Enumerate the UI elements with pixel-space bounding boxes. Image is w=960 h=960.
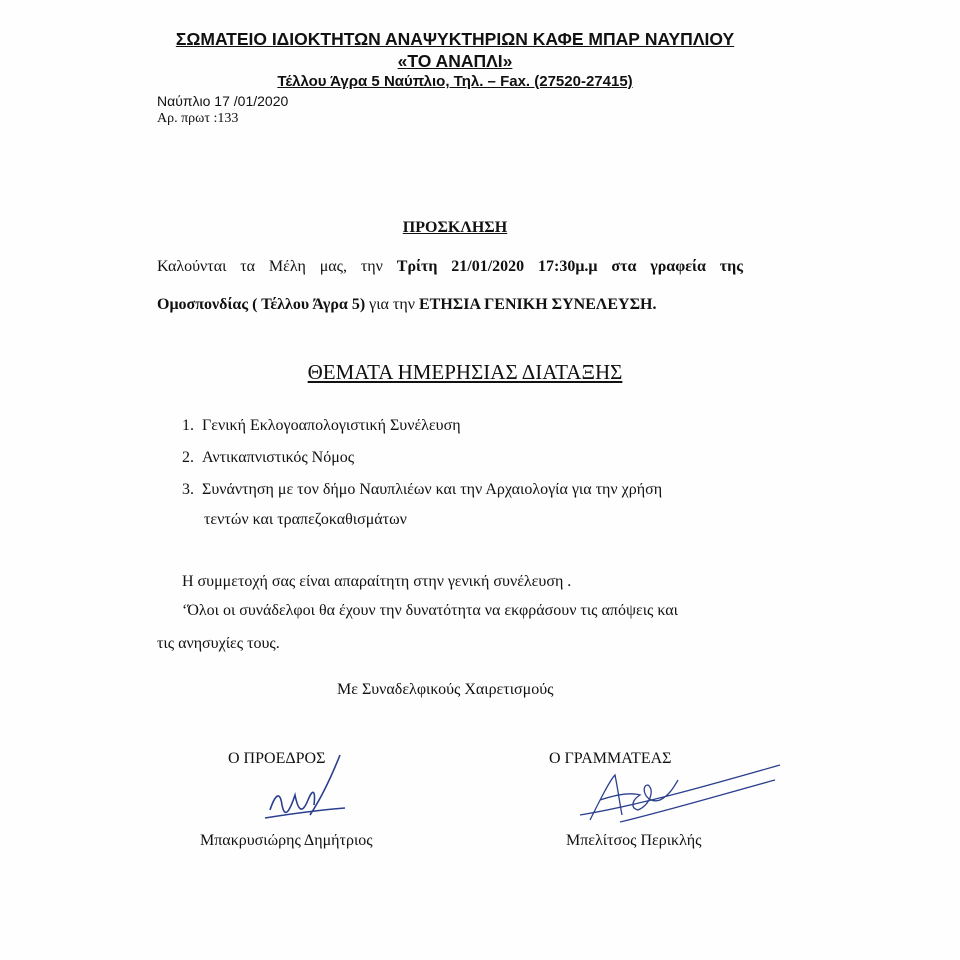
secretary-name: Μπελίτσος Περικλής — [566, 832, 702, 849]
item-text: Αντικαπνιστικός Νόμος — [202, 449, 355, 466]
org-short-name: «ΤΟ ΑΝΑΠΛΙ» — [397, 51, 513, 71]
meeting-location: Ομοσπονδίας ( Τέλλου Άγρα 5) — [157, 296, 366, 313]
item-text: Συνάντηση με τον δήμο Ναυπλιέων και την Αρχαιολογία για την χρήση — [202, 481, 663, 498]
invitation-title: ΠΡΟΣΚΛΗΣΗ — [402, 219, 508, 236]
invitation-text: για την — [365, 296, 419, 313]
agenda-title: ΘΕΜΑΤΑ ΗΜΕΡΗΣΙΑΣ ΔΙΑΤΑΞΗΣ — [307, 360, 623, 384]
invitation-text: Καλούνται τα Μέλη μας, την — [157, 258, 397, 275]
invitation-line-2 — [157, 296, 656, 314]
invitation-line-1 — [157, 258, 743, 276]
item-number: 1. — [182, 417, 194, 434]
secretary-title: Ο ΓΡΑΜΜΑΤΕΑΣ — [549, 750, 672, 767]
agenda-item-continuation: τεντών και τραπεζοκαθισμάτων — [204, 511, 407, 528]
agenda-item — [182, 481, 662, 499]
org-address: Τέλλου Άγρα 5 Ναύπλιο, Τηλ. – Fax. (27520-27415) — [277, 73, 633, 90]
greeting: Με Συναδελφικούς Χαιρετισμούς — [337, 681, 554, 698]
members-note-line-2: τις ανησυχίες τους. — [157, 635, 280, 652]
president-signature — [250, 750, 360, 830]
item-number: 3. — [182, 481, 194, 498]
agenda-item — [182, 449, 354, 467]
item-text: Γενική Εκλογοαπολογιστική Συνέλευση — [202, 417, 461, 434]
org-name: ΣΩΜΑΤΕΙΟ ΙΔΙΟΚΤΗΤΩΝ ΑΝΑΨΥΚΤΗΡΙΩΝ ΚΑΦΕ ΜΠΑΡ ΝΑΥΠΛΙΟΥ — [175, 29, 735, 49]
meeting-datetime: Τρίτη 21/01/2020 17:30μ.μ στα γραφεία της — [396, 258, 744, 275]
members-note-line-1: ‘Όλοι οι συνάδελφοι θα έχουν την δυνατότητα να εκφράσουν τις απόψεις και — [182, 602, 678, 619]
agenda-item — [182, 417, 461, 435]
participation-note: Η συμμετοχή σας είναι απαραίτητη στην γενική συνέλευση . — [182, 573, 572, 590]
meeting-type: ΕΤΗΣΙΑ ΓΕΝΙΚΗ ΣΥΝΕΛΕΥΣΗ. — [418, 296, 657, 313]
item-number: 2. — [182, 449, 194, 466]
document-date: Ναύπλιο 17 /01/2020 — [157, 93, 289, 109]
president-title: Ο ΠΡΟΕΔΡΟΣ — [228, 750, 326, 767]
president-name: Μπακρυσιώρης Δημήτριος — [200, 832, 373, 849]
protocol-number: Αρ. πρωτ :133 — [157, 111, 239, 126]
secretary-signature — [560, 750, 790, 830]
